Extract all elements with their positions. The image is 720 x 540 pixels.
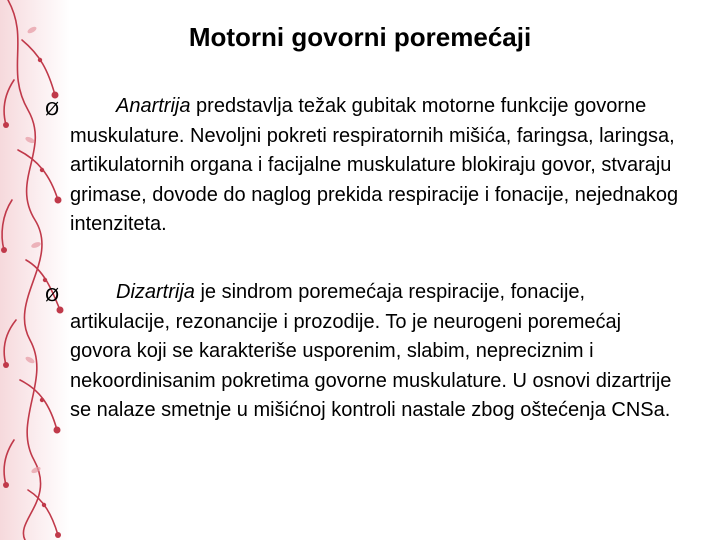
slide-title: Motorni govorni poremećaji	[188, 22, 532, 52]
bullet-dizartrija	[45, 278, 680, 426]
arrow-bullet-icon: Ø	[45, 285, 60, 306]
bullet-text	[70, 278, 680, 426]
bullet-anartrija	[45, 92, 680, 240]
bullet-body: je sindrom poremećaja respiracije, fonacije, artikulacije, rezonancije i prozodije. To je neurogeni poremećaj govora koji se karakteriše usporenim, slabim, nepreciznim i nekoordinisanim pokretima govorne muskulature. U osnovi dizartrije se nalaze smetnje u mišićnoj kontroli nastale zbog oštećenja CNSa.	[70, 281, 672, 421]
arrow-bullet-icon: Ø	[45, 99, 60, 120]
bullet-text	[70, 92, 680, 240]
term-dizartrija: Dizartrija	[116, 281, 195, 303]
floral-vine-graphic	[0, 0, 70, 540]
term-anartrija: Anartrija	[116, 95, 191, 117]
bullet-body: predstavlja težak gubitak motorne funkcije govorne muskulature. Nevoljni pokreti respiratornih mišića, faringsa, laringsa, artikulatornih organa i facijalne muskulature blokiraju govor, stvaraju grimase, dovode do naglog prekida respiracije i fonacije, nejednakog intenziteta.	[70, 95, 679, 235]
floral-decoration	[0, 0, 70, 540]
